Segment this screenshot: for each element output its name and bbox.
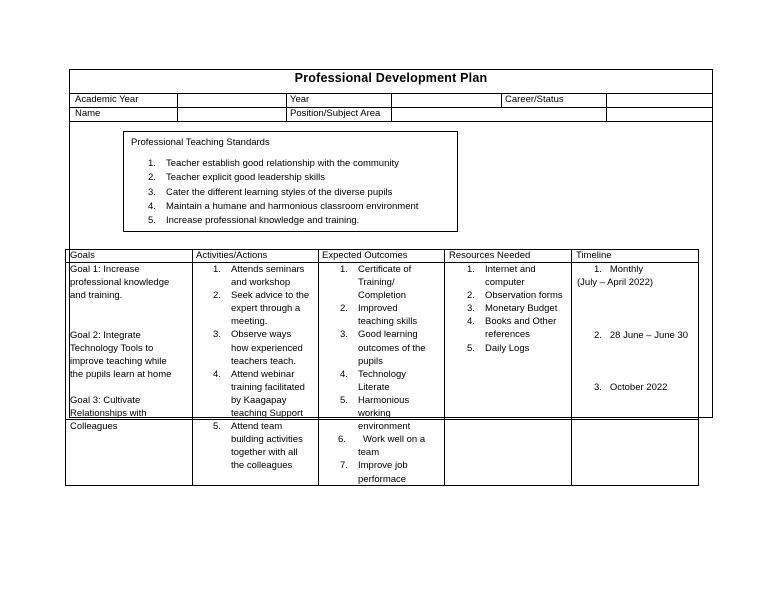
standards-heading: Professional Teaching Standards (131, 137, 270, 148)
activity-item: 3. Observe ways how experienced teachers teach. (213, 329, 303, 367)
name-label: Name (75, 108, 101, 119)
standard-item: 3. Cater the different learning styles of the diverse pupils (148, 186, 393, 198)
year-label: Year (290, 94, 310, 105)
header-col-divider (391, 93, 392, 121)
header-col-divider (501, 93, 502, 107)
col-resources: Resources Needed (449, 250, 531, 261)
col-goals: Goals (70, 250, 95, 261)
position-label: Position/Subject Area (290, 108, 381, 119)
header-bottom (69, 121, 713, 122)
col-outcomes: Expected Outcomes (322, 250, 408, 261)
header-col-divider (606, 93, 607, 121)
goal-2: Goal 2: Integrate Technology Tools to improve teaching while the pupils learn at home (70, 330, 172, 381)
goal-3: Goal 3: Cultivate Relationships with Colleagues (70, 395, 147, 433)
goals-col-divider (192, 249, 193, 486)
outcomes-list (338, 263, 426, 486)
resource-item: 5. Daily Logs (467, 342, 530, 354)
col-activities: Activities/Actions (196, 250, 268, 261)
timeline-1: 1. Monthly (594, 264, 644, 275)
activity-item: 2. Seek advice to the expert through a meeting. (213, 290, 310, 328)
outcome-item: 7. Improve job performace (340, 460, 408, 485)
goal-1: Goal 1: Increase professional knowledge and training. (70, 264, 170, 302)
career-status-label: Career/Status (505, 94, 564, 105)
resource-item: 1. Internet and computer (467, 264, 536, 289)
activity-item: 1. Attends seminars and workshop (213, 264, 305, 289)
goals-col-divider (571, 249, 572, 486)
resource-item: 3. Monetary Budget (467, 303, 558, 315)
outcome-item: 6. Work well on a team (338, 434, 426, 459)
timeline-1-range: (July – April 2022) (577, 277, 654, 288)
standard-item: 4. Maintain a humane and harmonious classroom environment (148, 200, 419, 212)
timeline-3: 3. October 2022 (594, 382, 668, 393)
resource-item: 2. Observation forms (467, 290, 563, 302)
academic-year-label: Academic Year (75, 94, 139, 105)
col-timeline: Timeline (576, 250, 612, 261)
header-col-divider (286, 93, 287, 121)
outcome-item: 1. Certificate of Training/ Completion (340, 264, 412, 302)
timeline-2: 2. 28 June – June 30 (594, 330, 689, 341)
activity-item: 5. Attend team building activities together with all the colleagues (213, 421, 303, 472)
standard-item: 2. Teacher explicit good leadership skills (148, 172, 325, 184)
standard-item: 5. Increase professional knowledge and training. (148, 215, 360, 227)
goals-col-divider (444, 249, 445, 486)
standard-item: 1. Teacher establish good relationship with the community (148, 158, 399, 169)
goals-col-divider (318, 249, 319, 486)
standards-list (148, 157, 418, 228)
activity-item: 4. Attend webinar training facilitated by Kaagapay teaching Support (213, 368, 305, 420)
resources-list (467, 263, 563, 355)
outcome-item: 4. Technology Literate (340, 368, 407, 393)
header-col-divider (177, 93, 178, 121)
page-title: Professional Development Plan (294, 71, 488, 85)
resource-item: 4. Books and Other references (467, 316, 557, 341)
outcome-item: 2. Improved teaching skills (340, 303, 418, 328)
outcome-item: 3. Good learning outcomes of the pupils (340, 329, 426, 367)
outcome-item: 5. Harmonious working environment (340, 394, 411, 433)
activities-list (213, 263, 310, 473)
